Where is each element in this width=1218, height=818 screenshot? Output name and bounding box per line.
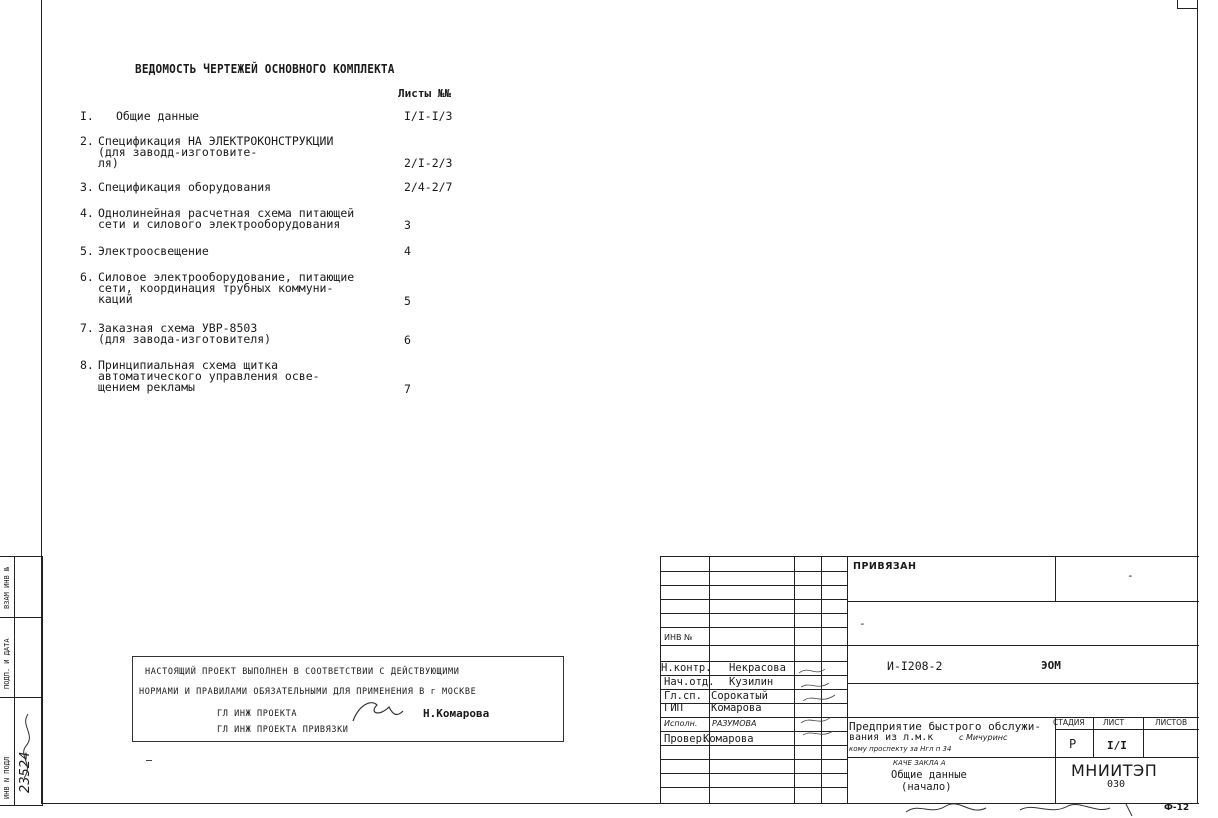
item-number: I. (80, 109, 94, 123)
item-text: Общие данные (116, 109, 200, 123)
sheets-column-header: Листы №№ (398, 87, 451, 100)
item-number: 4. (80, 206, 94, 220)
tb-h-line (661, 613, 847, 614)
stage-value: Р (1069, 737, 1077, 751)
tb-h-line (661, 787, 847, 788)
role-name: РАЗУМОВА (712, 719, 757, 728)
title-block (660, 556, 1199, 804)
object-handwritten-3: КАЧЕ ЗАКЛА А (893, 759, 946, 767)
tb-v-line (1055, 717, 1056, 803)
tb-v-line (1093, 717, 1094, 757)
organization-name: МНИИТЭП (1071, 761, 1158, 780)
role-label: Исполн. (664, 719, 698, 728)
tb-h-line (847, 717, 1199, 718)
tb-h-line (1055, 729, 1199, 730)
object-handwritten-2: кому проспекту за Нгл п 34 (849, 745, 952, 753)
compliance-stamp (132, 656, 564, 742)
roles-signatures (795, 661, 845, 745)
corner-box-bottom (1177, 8, 1198, 9)
role-label: Гл.сп. (664, 690, 702, 702)
item-number: 6. (80, 270, 94, 284)
item-sheets: 4 (404, 244, 411, 258)
organization-code: 030 (1107, 779, 1126, 790)
tb-h-line (847, 757, 1055, 758)
side-inv-number: 23524 (18, 751, 33, 793)
tb-h-line (661, 627, 847, 628)
object-handwritten-1: с Мичуринс (959, 733, 1008, 742)
document-title: ВЕДОМОСТЬ ЧЕРТЕЖЕЙ ОСНОВНОГО КОМПЛЕКТА (135, 62, 395, 76)
item-number: 7. (80, 321, 94, 335)
stray-mark (146, 760, 152, 761)
tb-v-line (1143, 717, 1144, 757)
tb-h-line (661, 571, 847, 572)
side-label-replace-inv: ВЗАМ ИНВ № (3, 566, 11, 609)
item-sheets: 2/4-2/7 (404, 180, 453, 194)
page-mark: Ф-12 (1164, 803, 1190, 813)
tb-h-line (1055, 757, 1199, 758)
item-sheets: 7 (404, 382, 411, 396)
tb-v-line (1055, 557, 1056, 601)
tb-h-line (847, 645, 1199, 646)
item-sheets: 2/I-2/3 (404, 156, 453, 170)
tb-h-line (847, 601, 1199, 602)
side-stamp-divider (0, 697, 42, 698)
role-name: Кузилин (729, 676, 774, 688)
tb-h-line (661, 599, 847, 600)
sheet-title-line-1: Общие данные (891, 769, 967, 781)
chief-engineer-label: ГЛ ИНЖ ПРОЕКТА (217, 709, 298, 719)
side-approval-stamp (0, 556, 43, 806)
role-label: Н.контр. (661, 662, 712, 674)
item-sheets: 5 (404, 294, 411, 308)
object-line-1: Предприятие быстрого обслужи- (849, 720, 1042, 733)
item-sheets: I/I-I/3 (404, 109, 453, 123)
tb-h-line (661, 773, 847, 774)
side-stamp-divider (0, 617, 42, 618)
side-stamp-column-line (14, 557, 15, 805)
compliance-line-1: НАСТОЯЩИЙ ПРОЕКТ ВЫПОЛНЕН В СООТВЕТСТВИИ С ДЕЙСТВУЮЩИМИ (145, 667, 460, 677)
chief-engineer-name: Н.Комарова (423, 707, 490, 720)
compliance-line-2: НОРМАМИ И ПРАВИЛАМИ ОБЯЗАТЕЛЬНЫМИ ДЛЯ ПРИМЕНЕНИЯ В г МОСКВЕ (139, 687, 477, 697)
item-sheets: 6 (404, 333, 411, 347)
bottom-signature (900, 800, 1160, 818)
role-name: Некрасова (729, 662, 786, 674)
item-text: Спецификация оборудования (98, 180, 272, 194)
chief-engineer-signature (349, 695, 405, 727)
tb-h-line (661, 585, 847, 586)
sheet-value: I/I (1107, 739, 1127, 752)
role-name: Комарова (703, 733, 754, 745)
item-text: Силовое электрооборудование, питающие сети, координация трубных коммуни- каций (98, 270, 355, 306)
side-label-original-inv: ИНВ N ПОДЛ (3, 756, 11, 799)
corner-box-left (1177, 0, 1178, 8)
binding-engineer-label: ГЛ ИНЖ ПРОЕКТА ПРИВЯЗКИ (217, 725, 349, 735)
sheets-total-header: ЛИСТОВ (1155, 718, 1188, 727)
privyazan-mark: - (1127, 569, 1134, 582)
privyazan-label: ПРИВЯЗАН (853, 561, 917, 572)
tb-h-line (847, 683, 1199, 684)
sheet-title-line-2: (начало) (901, 781, 952, 793)
item-text: Спецификация НА ЭЛЕКТРОКОНСТРУКЦИИ (для заводд-изготовите- ля) (98, 134, 334, 170)
item-text: Однолинейная расчетная схема питающей сети и силового электрооборудования (98, 206, 355, 231)
item-number: 5. (80, 244, 94, 258)
role-label: Нач.отд. (664, 676, 715, 688)
item-sheets: 3 (404, 218, 411, 232)
role-name: Комарова (711, 702, 762, 714)
project-code-suffix: ЭОМ (1041, 659, 1061, 672)
role-label: ГИП (664, 702, 683, 714)
tb-v-line (847, 557, 848, 803)
side-signature (16, 712, 40, 782)
inv-number-label: ИНВ № (664, 633, 693, 642)
item-number: 2. (80, 134, 94, 148)
role-name: Сорокатый (711, 690, 768, 702)
item-number: 3. (80, 180, 94, 194)
stage-header: СТАДИЯ (1053, 718, 1085, 727)
project-code: И-I208-2 (887, 659, 943, 673)
item-text: Заказная схема УВР-8503 (для завода-изготовителя) (98, 321, 272, 346)
side-label-signature-date: ПОДП. И ДАТА (3, 638, 11, 689)
tb-h-line (661, 759, 847, 760)
tb-h-line (661, 745, 847, 746)
item-text: Электроосвещение (98, 244, 209, 258)
item-text: Принципиальная схема щитка автоматического управления осве- щением рекламы (98, 358, 320, 394)
item-number: 8. (80, 358, 94, 372)
dash-mark: - (859, 617, 866, 630)
tb-h-line (661, 645, 847, 646)
object-line-2: вания из л.м.к (849, 732, 934, 743)
sheet-header: ЛИСТ (1103, 718, 1125, 727)
role-label: Провер. (664, 733, 709, 745)
